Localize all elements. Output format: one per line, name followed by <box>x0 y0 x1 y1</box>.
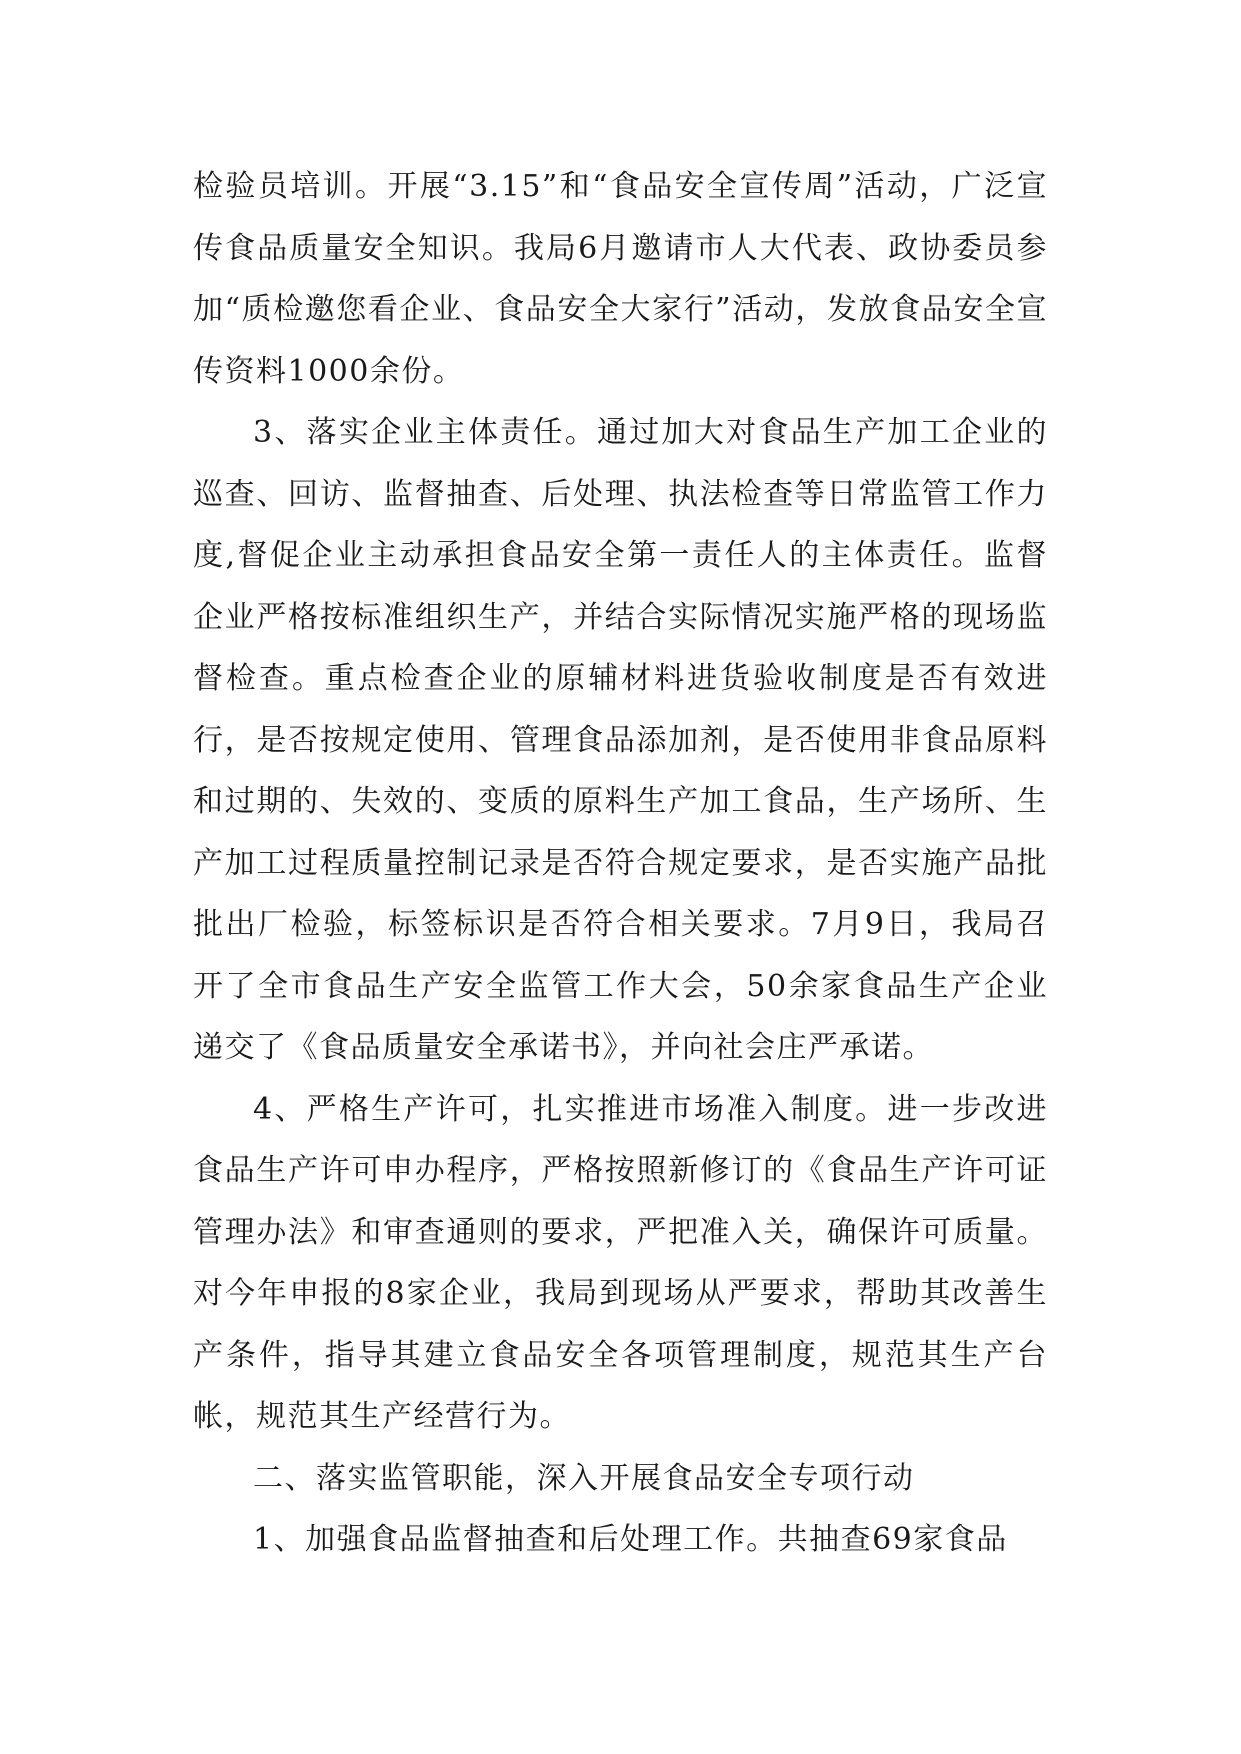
document-body <box>193 156 1048 1571</box>
paragraph-training-publicity: 检验员培训。开展“3.15”和“食品安全宣传周”活动，广泛宣传食品质量安全知识。我局6月邀请市人大代表、政协委员参加“质检邀您看企业、食品安全大家行”活动，发放食品安全宣传资料1000余份。 <box>193 169 1048 389</box>
paragraph-enterprise-responsibility: 3、落实企业主体责任。通过加大对食品生产加工企业的巡查、回访、监督抽查、后处理、执法检查等日常监管工作力度,督促企业主动承担食品安全第一责任人的主体责任。监督企业严格按标准组织生产，并结合实际情况实施严格的现场监督检查。重点检查企业的原辅材料进货验收制度是否有效进行，是否按规定使用、管理食品添加剂，是否使用非食品原料和过期的、失效的、变质的原料生产加工食品，生产场所、生产加工过程质量控制记录是否符合规定要求，是否实施产品批批出厂检验，标签标识是否符合相关要求。7月9日，我局召开了全市食品生产安全监管工作大会，50余家食品生产企业递交了《食品质量安全承诺书》，并向社会庄严承诺。 <box>193 415 1048 1065</box>
paragraph-spot-check: 1、加强食品监督抽查和后处理工作。共抽查69家食品 <box>253 1522 1008 1557</box>
section-heading-supervision: 二、落实监管职能，深入开展食品安全专项行动 <box>253 1460 915 1496</box>
paragraph-production-license: 4、严格生产许可，扎实推进市场准入制度。进一步改进食品生产许可申办程序，严格按照新修订的《食品生产许可证管理办法》和审查通则的要求，严把准入关，确保许可质量。对今年申报的8家企业，我局到现场从严要求，帮助其改善生产条件，指导其建立食品安全各项管理制度，规范其生产台帐，规范其生产经营行为。 <box>193 1091 1048 1434</box>
